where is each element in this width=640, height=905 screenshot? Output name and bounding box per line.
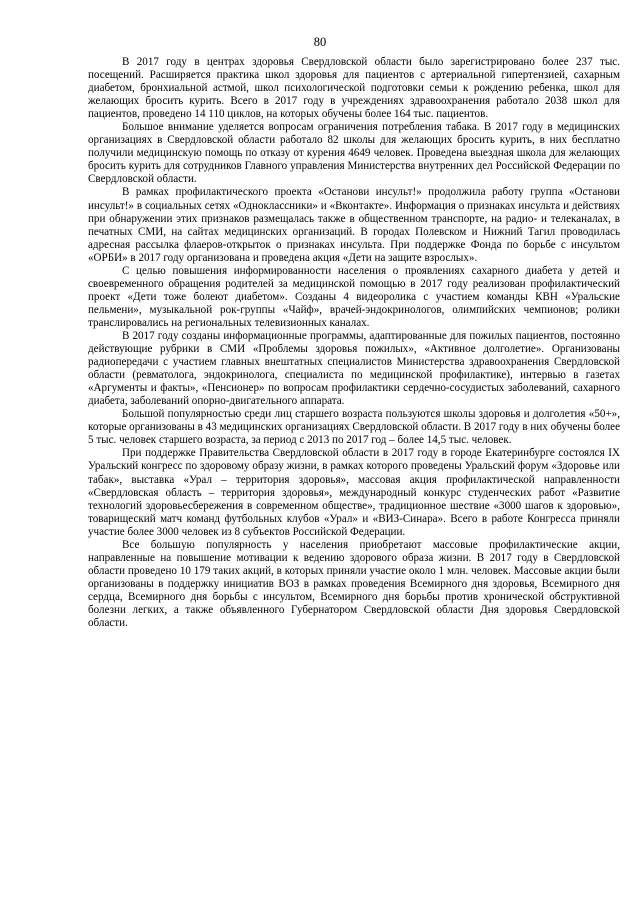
paragraph-ural-congress: При поддержке Правительства Свердловской области в 2017 году в городе Екатеринбурге состоялся IX Уральский конгресс по здоровому образу жизни, в рамках которого проведены Уральский форум «Здоровье или табак», выставка «Урал – территория здоровья», массовая акция профилактической направленности «Свердловская область – территория здоровья», международный конкурс студенческих работ «Развитие технологий здоровьесбережения в современном обществе», традиционное шествие «3000 шагов к здоровью», товарищеский матч команд футбольных клубов «Урал» и «ВИЗ-Синара». Всего в работе Конгресса приняли участие более 3000 человек из 8 субъектов Российской Федерации.	[88, 447, 620, 538]
paragraph-elderly-programs: В 2017 году созданы информационные программы, адаптированные для пожилых пациентов, постоянно действующие рубрики в СМИ «Проблемы здоровья пожилых», «Активное долголетие». Организованы радиопередачи с участием главных внештатных специалистов Министерства здравоохранения Свердловской области (ревматолога, эндокринолога, специалиста по медицинской профилактике), интервью в газетах «Аргументы и факты», «Пенсионер» по вопросам профилактики сердечно-сосудистых заболеваний, сахарного диабета, заболеваний опорно-двигательного аппарата.	[88, 329, 620, 408]
paragraph-stop-stroke: В рамках профилактического проекта «Останови инсульт!» продолжила работу группа «Останови инсульт!» в социальных сетях «Одноклассники» и «Вконтакте». Информация о признаках инсульта и действиях при обнаружении этих признаков размещалась также в общественном транспорте, на радио- и телеканалах, в печатных СМИ, на сайтах медицинских организаций. В городах Полевском и Нижний Тагил проводилась адресная рассылка флаеров-открыток о признаках инсульта. При поддержке Фонда по борьбе с инсультом «ОРБИ» в 2017 году организована и проведена акция «Дети на защите взрослых».	[88, 186, 620, 264]
body-text	[88, 56, 620, 630]
paragraph-mass-actions: Все большую популярность у населения приобретают массовые профилактические акции, направленные на повышение мотивации к ведению здорового образа жизни. В 2017 году в Свердловской области проведено 10 179 таких акций, в которых приняли участие около 1 млн. человек. Массовые акции были организованы в поддержку инициатив ВОЗ в рамках проведения Всемирного дня здоровья, Всемирного дня сердца, Всемирного дня борьбы с инсультом, Всемирного дня борьбы против хронической обструктивной болезни легких, а также объявленного Губернатором Свердловской области Дня здоровья Свердловской области.	[88, 538, 620, 630]
paragraph-schools-50plus: Большой популярностью среди лиц старшего возраста пользуются школы здоровья и долголетия «50+», которые организованы в 43 медицинских организациях Свердловской области. В 2017 году в них обучены более 5 тыс. человек старшего возраста, за период с 2013 по 2017 год – более 14,5 тыс. человек.	[88, 408, 620, 447]
paragraph-tobacco: Большое внимание уделяется вопросам ограничения потребления табака. В 2017 году в медицинских организациях в Свердловской области работало 82 школы для желающих бросить курить, в них бесплатно получили медицинскую помощь по отказу от курения 4649 человек. Проведена выездная школа для желающих бросить курить для сотрудников Главного управления Министерства внутренних дел Российской Федерации по Свердловской области.	[88, 121, 620, 186]
page-number: 80	[313, 35, 327, 49]
paragraph-health-centers: В 2017 году в центрах здоровья Свердловской области было зарегистрировано более 237 тыс. посещений. Расширяется практика школ здоровья для пациентов с артериальной гипертензией, сахарным диабетом, бронхиальной астмой, школ психологической подготовки семьи к рождению ребенка, школ для желающих бросить курить. Всего в 2017 году в учреждениях здравоохранения работало 2038 школ для пациентов, проведено 14 110 циклов, на которых обучены более 164 тыс. пациентов.	[88, 56, 620, 121]
paragraph-diabetes-children: С целью повышения информированности населения о проявлениях сахарного диабета у детей и своевременного обращения родителей за медицинской помощью в 2017 году реализован профилактический проект «Дети тоже болеют диабетом». Созданы 4 видеоролика с участием команды КВН «Уральские пельмени», музыкальной рок-группы «Чайф», врачей-эндокринологов, олимпийских чемпионов; ролики транслировались на региональных телевизионных каналах.	[88, 264, 620, 329]
